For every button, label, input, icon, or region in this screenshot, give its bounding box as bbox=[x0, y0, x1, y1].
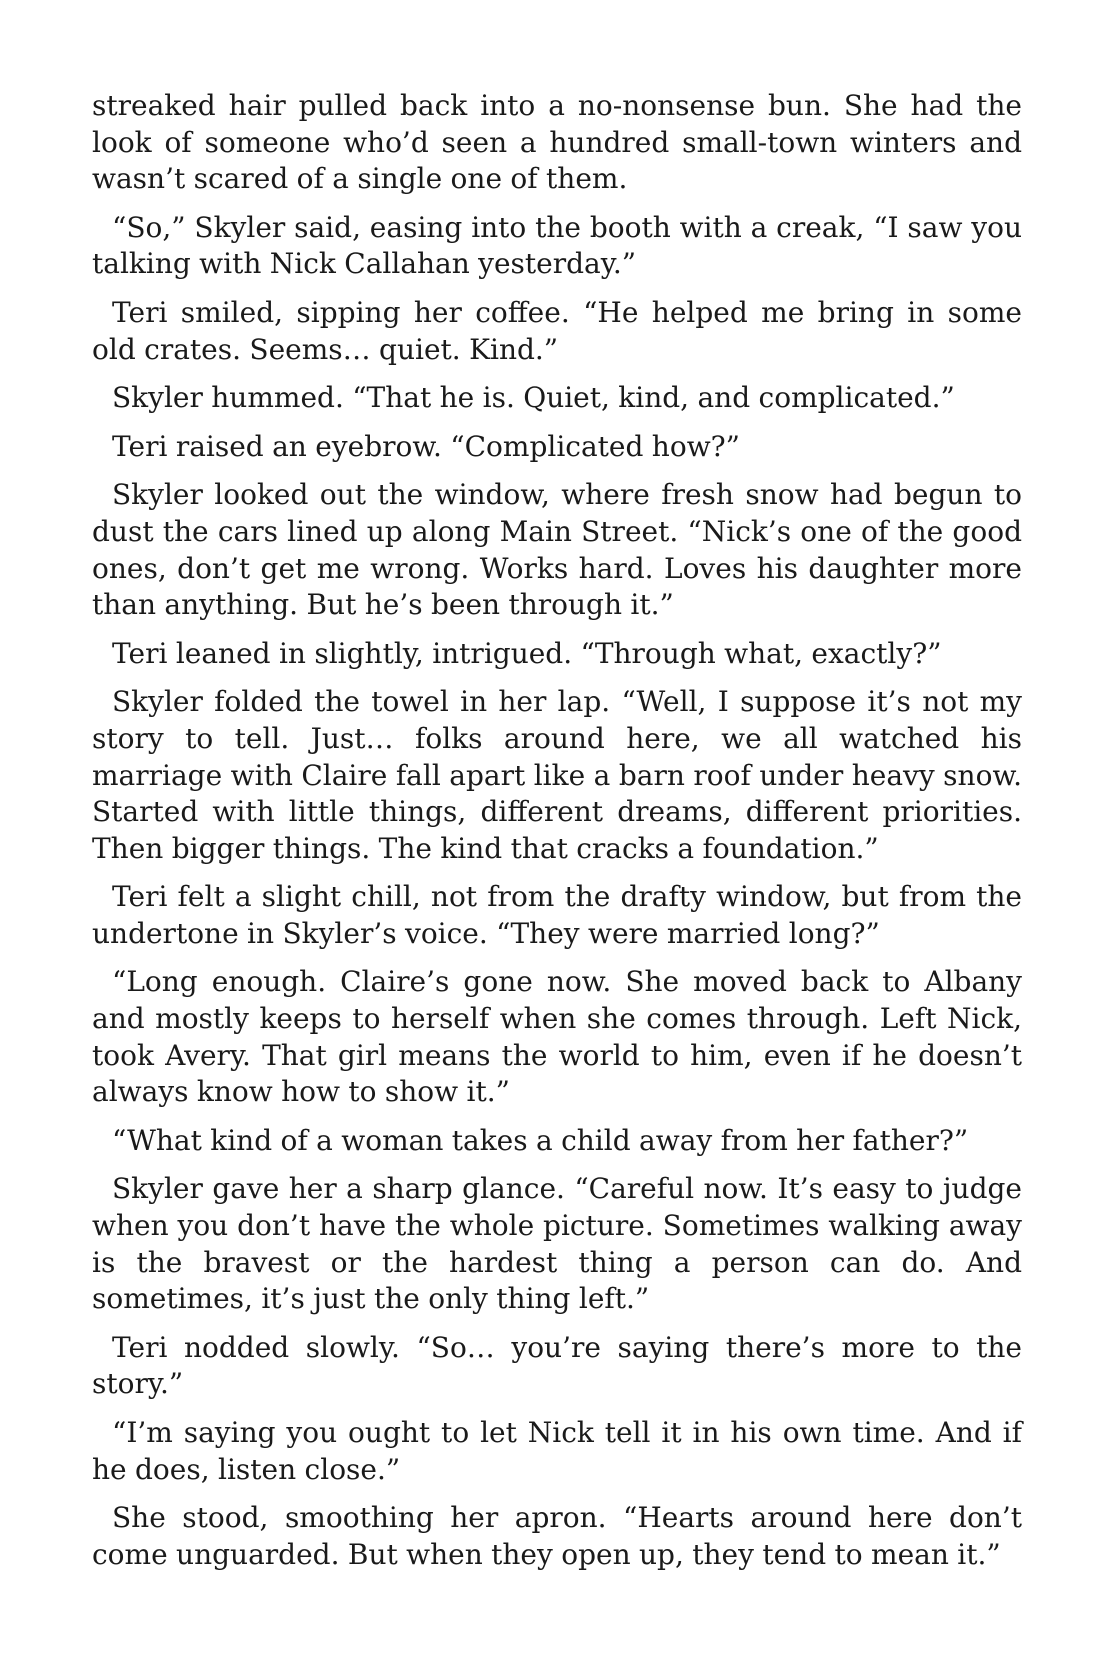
paragraph: Skyler hummed. “That he is. Quiet, kind, and complicated.” bbox=[112, 381, 955, 415]
paragraph: Teri leaned in slightly, intrigued. “Through what, exactly?” bbox=[112, 636, 942, 670]
paragraph: “What kind of a woman takes a child away from her father?” bbox=[112, 1123, 969, 1157]
paragraph: She stood, smoothing her apron. “Hearts around here don’t come unguarded. But when they open up, they tend to mean it.” bbox=[92, 1501, 1022, 1571]
paragraph: streaked hair pulled back into a no-nonsense bun. She had the look of someone who’d seen a hundred small-town winters and wasn’t scared of a single one of them. bbox=[92, 89, 1022, 196]
paragraph: Skyler looked out the window, where fresh snow had begun to dust the cars lined up along Main Street. “Nick’s one of the good ones, don’t get me wrong. Works hard. Loves his daughter more than anything. But he’s been through it.” bbox=[92, 478, 1022, 622]
page-body-text bbox=[92, 88, 1022, 1585]
paragraph: Teri nodded slowly. “So… you’re saying there’s more to the story.” bbox=[92, 1330, 1022, 1401]
paragraph: Skyler folded the towel in her lap. “Well, I suppose it’s not my story to tell. Just… folks around here, we all watched his marriage with Claire fall apart like a barn roof under heavy snow. Started with little things, different dreams, different priorities. Then bigger things. The kind that cracks a foundation.” bbox=[92, 685, 1022, 865]
paragraph: Teri raised an eyebrow. “Complicated how?” bbox=[112, 429, 740, 463]
paragraph: Teri felt a slight chill, not from the drafty window, but from the undertone in Skyler’s voice. “They were married long?” bbox=[92, 880, 1022, 950]
paragraph: Skyler gave her a sharp glance. “Careful now. It’s easy to judge when you don’t have the whole picture. Sometimes walking away is the bravest or the hardest thing a person can do. And sometimes, it’s just the only thing left.” bbox=[92, 1172, 1022, 1316]
paragraph: “I’m saying you ought to let Nick tell it in his own time. And if he does, listen close.” bbox=[92, 1416, 1022, 1486]
paragraph: “So,” Skyler said, easing into the booth with a creak, “I saw you talking with Nick Callahan yesterday.” bbox=[92, 210, 1022, 281]
paragraph: “Long enough. Claire’s gone now. She moved back to Albany and mostly keeps to herself when she comes through. Left Nick, took Avery. That girl means the world to him, even if he doesn’t always know how to show it.” bbox=[92, 965, 1022, 1109]
paragraph: Teri smiled, sipping her coffee. “He helped me bring in some old crates. Seems… quiet. Kind.” bbox=[92, 295, 1022, 366]
